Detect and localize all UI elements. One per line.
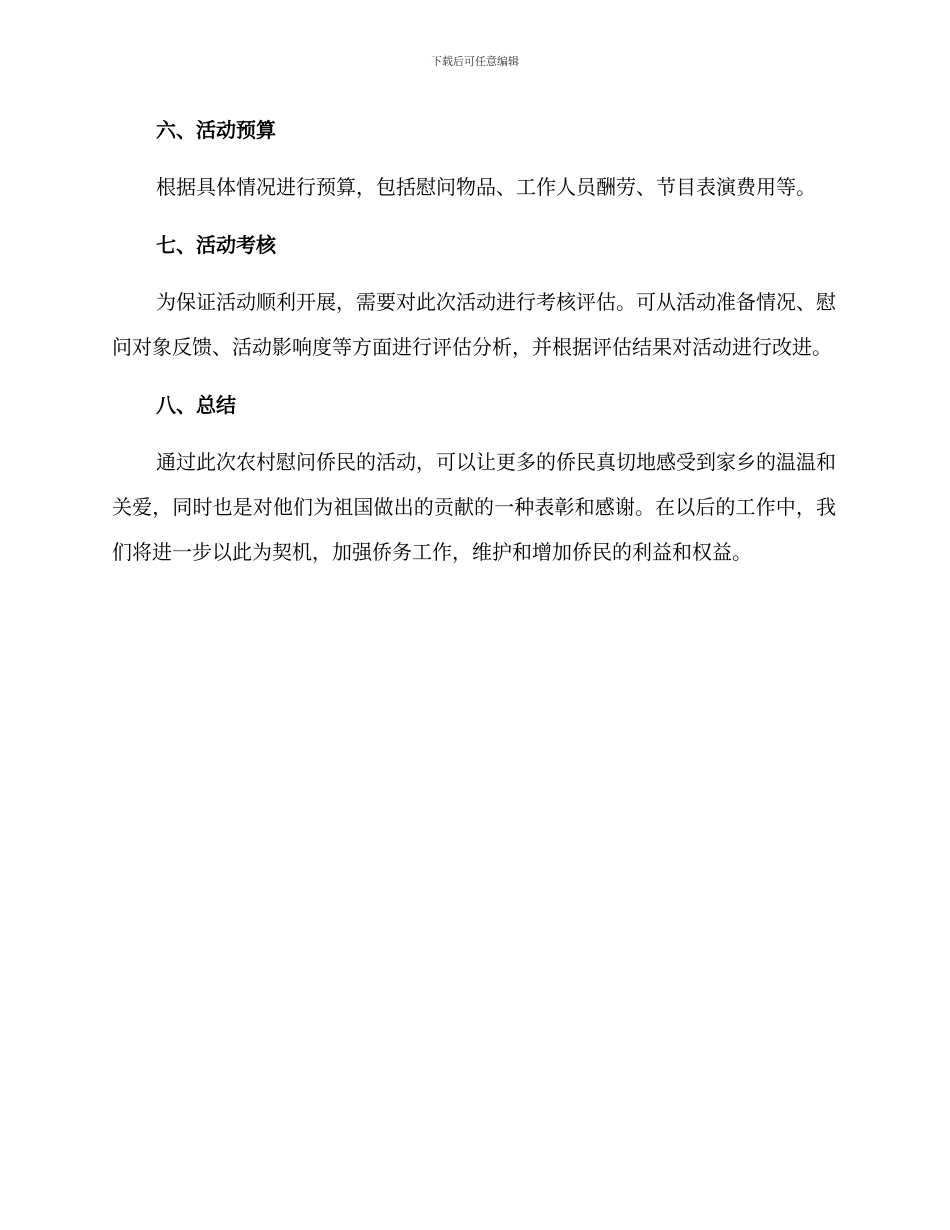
- section-body-summary: 通过此次农村慰问侨民的活动，可以让更多的侨民真切地感受到家乡的温温和关爱，同时也是对他们为祖国做出的贡献的一种表彰和感谢。在以后的工作中，我们将进一步以此为契机，加强侨务工作，维护和增加侨民的利益和权益。: [112, 450, 836, 564]
- document-body: [112, 108, 836, 588]
- section-heading-summary: 八、总结: [156, 393, 236, 417]
- section-heading-assessment: 七、活动考核: [156, 233, 276, 257]
- section-body-budget: 根据具体情况进行预算，包括慰问物品、工作人员酬劳、节目表演费用等。: [156, 175, 816, 199]
- section-heading-budget: 六、活动预算: [156, 118, 276, 142]
- page-header: 下载后可任意编辑: [431, 55, 519, 68]
- section-body-assessment: 为保证活动顺利开展，需要对此次活动进行考核评估。可从活动准备情况、慰问对象反馈、活动影响度等方面进行评估分析，并根据评估结果对活动进行改进。: [112, 290, 836, 359]
